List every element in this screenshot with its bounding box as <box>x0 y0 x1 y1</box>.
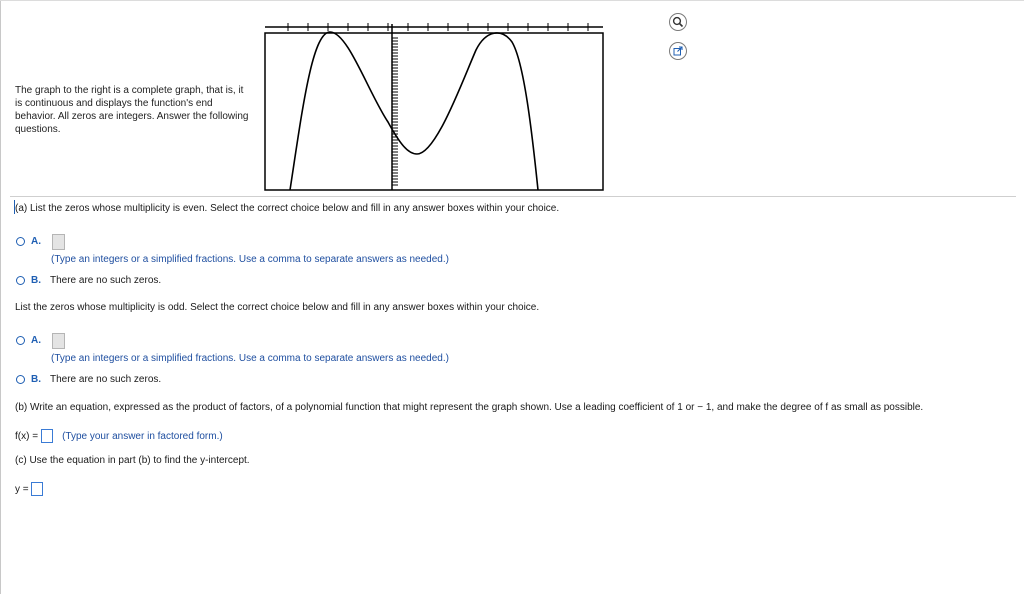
y-label: y = <box>15 483 29 495</box>
fx-answer-box[interactable] <box>41 429 53 443</box>
radio-button[interactable] <box>16 276 25 285</box>
part-b-answer-row <box>15 429 223 443</box>
part-b-prompt: (b) Write an equation, expressed as the product of factors, of a polynomial function that might represent the graph shown. Use a leading coefficient of 1 or − 1, and make the degree of f as small as possible. <box>15 402 924 413</box>
choice-text: There are no such zeros. <box>50 374 162 385</box>
radio-button[interactable] <box>16 237 25 246</box>
choice-letter: A. <box>31 335 41 346</box>
choice-letter: B. <box>31 275 41 286</box>
graph-svg <box>264 22 604 192</box>
radio-button[interactable] <box>16 336 25 345</box>
part-c-answer-row <box>15 482 43 496</box>
part-a-odd-choice-a[interactable] <box>16 335 41 346</box>
external-link-icon <box>673 46 683 56</box>
radio-button[interactable] <box>16 375 25 384</box>
fx-label: f(x) = <box>15 430 39 442</box>
left-border <box>0 0 1 594</box>
part-a-prompt: (a) List the zeros whose multiplicity is even. Select the correct choice below and fill in any answer boxes within your choice. <box>15 203 560 214</box>
part-c-prompt: (c) Use the equation in part (b) to find the y-intercept. <box>15 455 250 466</box>
magnifier-icon <box>672 16 684 28</box>
choice-letter: B. <box>31 374 41 385</box>
graph-frame <box>265 33 603 190</box>
choice-letter: A. <box>31 236 41 247</box>
top-border <box>0 0 1024 1</box>
part-a-odd-prompt: List the zeros whose multiplicity is odd. Select the correct choice below and fill in any answer boxes within your choice. <box>15 302 540 313</box>
fx-hint: (Type your answer in factored form.) <box>62 430 223 442</box>
part-a-choice-a-hint: (Type an integers or a simplified fractions. Use a comma to separate answers as needed.) <box>51 254 449 265</box>
part-a-even-answer-box[interactable] <box>52 234 65 250</box>
y-intercept-answer-box[interactable] <box>31 482 43 496</box>
part-a-odd-choice-b[interactable] <box>16 374 161 385</box>
part-a-choice-b[interactable] <box>16 275 161 286</box>
function-graph <box>264 22 604 192</box>
popout-button[interactable] <box>669 42 687 60</box>
choice-text: There are no such zeros. <box>50 275 162 286</box>
part-a-choice-a[interactable] <box>16 236 41 247</box>
part-a-odd-answer-box[interactable] <box>52 333 65 349</box>
zoom-button[interactable] <box>669 13 687 31</box>
part-a-odd-choice-a-hint: (Type an integers or a simplified fractions. Use a comma to separate answers as needed.) <box>51 353 449 364</box>
intro-text: The graph to the right is a complete graph, that is, it is continuous and displays the function's end behavior. All zeros are integers. Answer the following questions. <box>15 85 249 135</box>
section-divider <box>10 196 1016 197</box>
